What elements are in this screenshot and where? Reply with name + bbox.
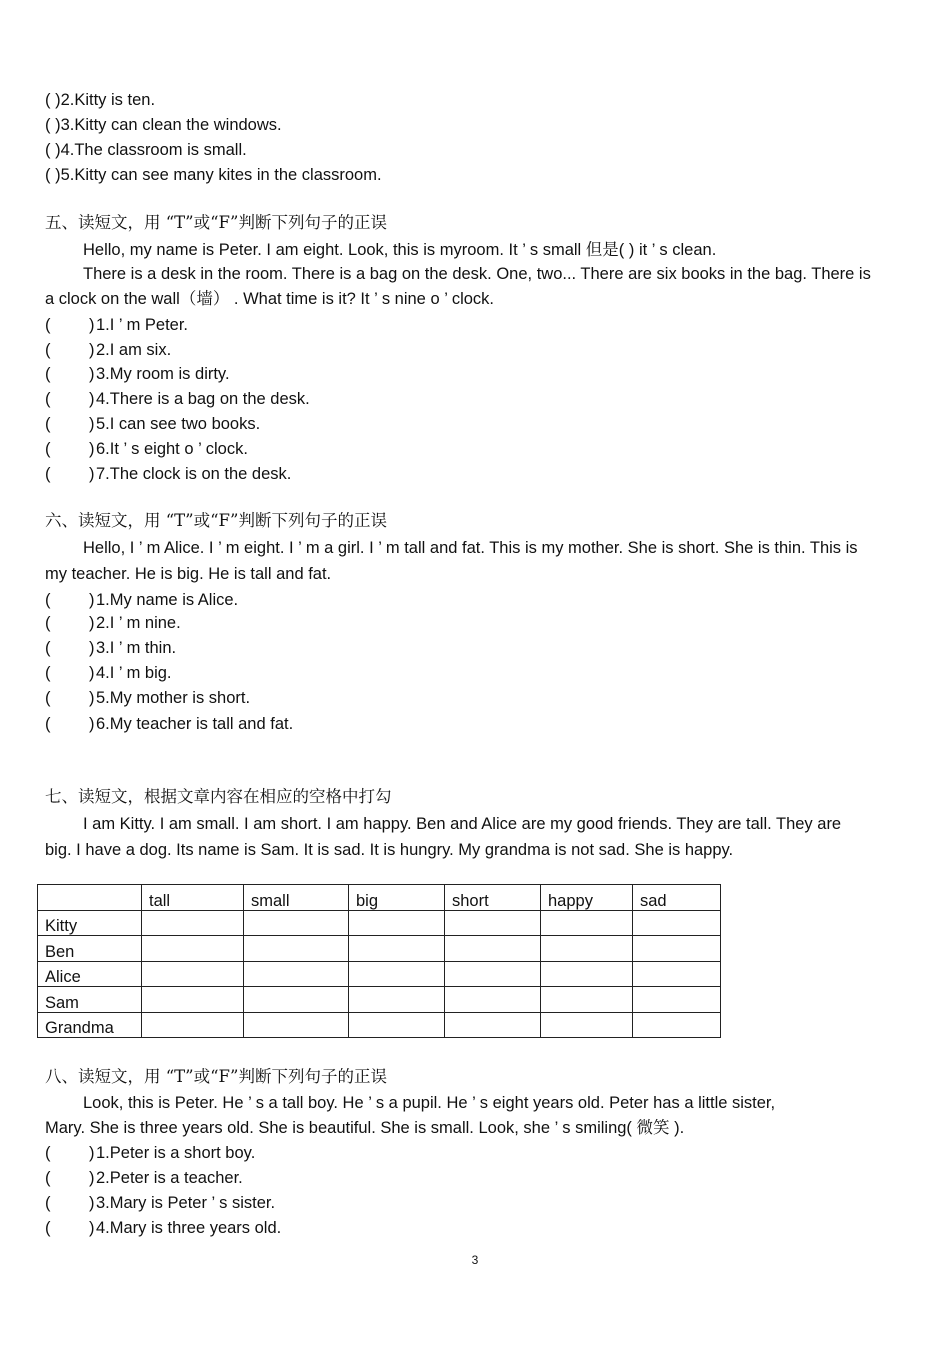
page-number: 3: [471, 1253, 479, 1267]
check-cell[interactable]: [142, 910, 244, 936]
check-cell[interactable]: [633, 910, 721, 936]
table-header-cell: short: [445, 885, 541, 911]
s8-passage-line-2: Mary. She is three years old. She is beautiful. She is small. Look, she ’ s smiling( 微笑 ).: [45, 1119, 685, 1137]
checkbox-table: [37, 884, 721, 1038]
s8-passage-line-1: Look, this is Peter. He ’ s a tall boy. He ’ s a pupil. He ’ s eight years old. Peter has a little sister,: [83, 1094, 776, 1112]
section6-heading: 六、读短文，用 “T”或“F”判断下列句子的正误: [45, 511, 387, 530]
check-cell[interactable]: [541, 936, 633, 962]
check-cell[interactable]: [349, 936, 445, 962]
check-cell[interactable]: [142, 961, 244, 987]
check-cell[interactable]: [244, 910, 349, 936]
check-cell[interactable]: [244, 936, 349, 962]
table-header-cell: small: [244, 885, 349, 911]
check-cell[interactable]: [445, 936, 541, 962]
table-row: [38, 1012, 721, 1038]
table-header-cell: sad: [633, 885, 721, 911]
check-cell[interactable]: [633, 936, 721, 962]
check-cell[interactable]: [349, 1012, 445, 1038]
check-cell[interactable]: [541, 987, 633, 1013]
check-cell[interactable]: [541, 1012, 633, 1038]
table-header-cell: happy: [541, 885, 633, 911]
check-cell[interactable]: [541, 910, 633, 936]
s5-passage-line-3: a clock on the wall（墙） . What time is it? It ’ s nine o ’ clock.: [45, 290, 495, 308]
s4-question-2: ( )2.Kitty is ten.: [45, 91, 156, 109]
s7-passage-line-2: big. I have a dog. Its name is Sam. It is sad. It is hungry. My grandma is not sad. She is happy.: [45, 841, 734, 859]
check-cell[interactable]: [142, 936, 244, 962]
table-header-row: [38, 885, 721, 911]
table-row: [38, 936, 721, 962]
check-cell[interactable]: [445, 987, 541, 1013]
s4-question-5: ( )5.Kitty can see many kites in the classroom.: [45, 166, 382, 184]
check-cell[interactable]: [633, 987, 721, 1013]
row-label: Sam: [38, 987, 142, 1013]
s6-passage-line-2: my teacher. He is big. He is tall and fat.: [45, 565, 332, 583]
table-row: [38, 961, 721, 987]
check-cell[interactable]: [244, 1012, 349, 1038]
table-header-cell: big: [349, 885, 445, 911]
row-label: Alice: [38, 961, 142, 987]
check-cell[interactable]: [349, 910, 445, 936]
check-cell[interactable]: [244, 961, 349, 987]
check-cell[interactable]: [541, 961, 633, 987]
section8-heading: 八、读短文，用 “T”或“F”判断下列句子的正误: [45, 1067, 387, 1086]
s5-passage-line-1: Hello, my name is Peter. I am eight. Look, this is myroom. It ’ s small 但是( ) it ’ s clean.: [83, 241, 717, 259]
table-row: [38, 910, 721, 936]
check-cell[interactable]: [142, 987, 244, 1013]
section5-heading: 五、读短文，用 “T”或“F”判断下列句子的正误: [45, 213, 387, 232]
check-cell[interactable]: [633, 1012, 721, 1038]
section7-heading: 七、读短文，根据文章内容在相应的空格中打勾: [45, 787, 392, 806]
check-cell[interactable]: [349, 961, 445, 987]
s4-question-3: ( )3.Kitty can clean the windows.: [45, 116, 282, 134]
s6-passage-line-1: Hello, I ’ m Alice. I ’ m eight. I ’ m a girl. I ’ m tall and fat. This is my mother. She is short. She is thin. This is: [83, 539, 858, 557]
check-cell[interactable]: [445, 1012, 541, 1038]
s4-question-4: ( )4.The classroom is small.: [45, 141, 247, 159]
table-row: [38, 987, 721, 1013]
check-cell[interactable]: [445, 910, 541, 936]
check-cell[interactable]: [349, 987, 445, 1013]
check-cell[interactable]: [142, 1012, 244, 1038]
check-cell[interactable]: [445, 961, 541, 987]
check-cell[interactable]: [633, 961, 721, 987]
table-header-cell: tall: [142, 885, 244, 911]
row-label: Ben: [38, 936, 142, 962]
table-header-cell: [38, 885, 142, 911]
row-label: Grandma: [38, 1012, 142, 1038]
row-label: Kitty: [38, 910, 142, 936]
s5-passage-line-2: There is a desk in the room. There is a bag on the desk. One, two... There are six books in the bag. There is: [83, 265, 871, 283]
s7-passage-line-1: I am Kitty. I am small. I am short. I am happy. Ben and Alice are my good friends. They are tall. They are: [83, 815, 842, 833]
check-cell[interactable]: [244, 987, 349, 1013]
